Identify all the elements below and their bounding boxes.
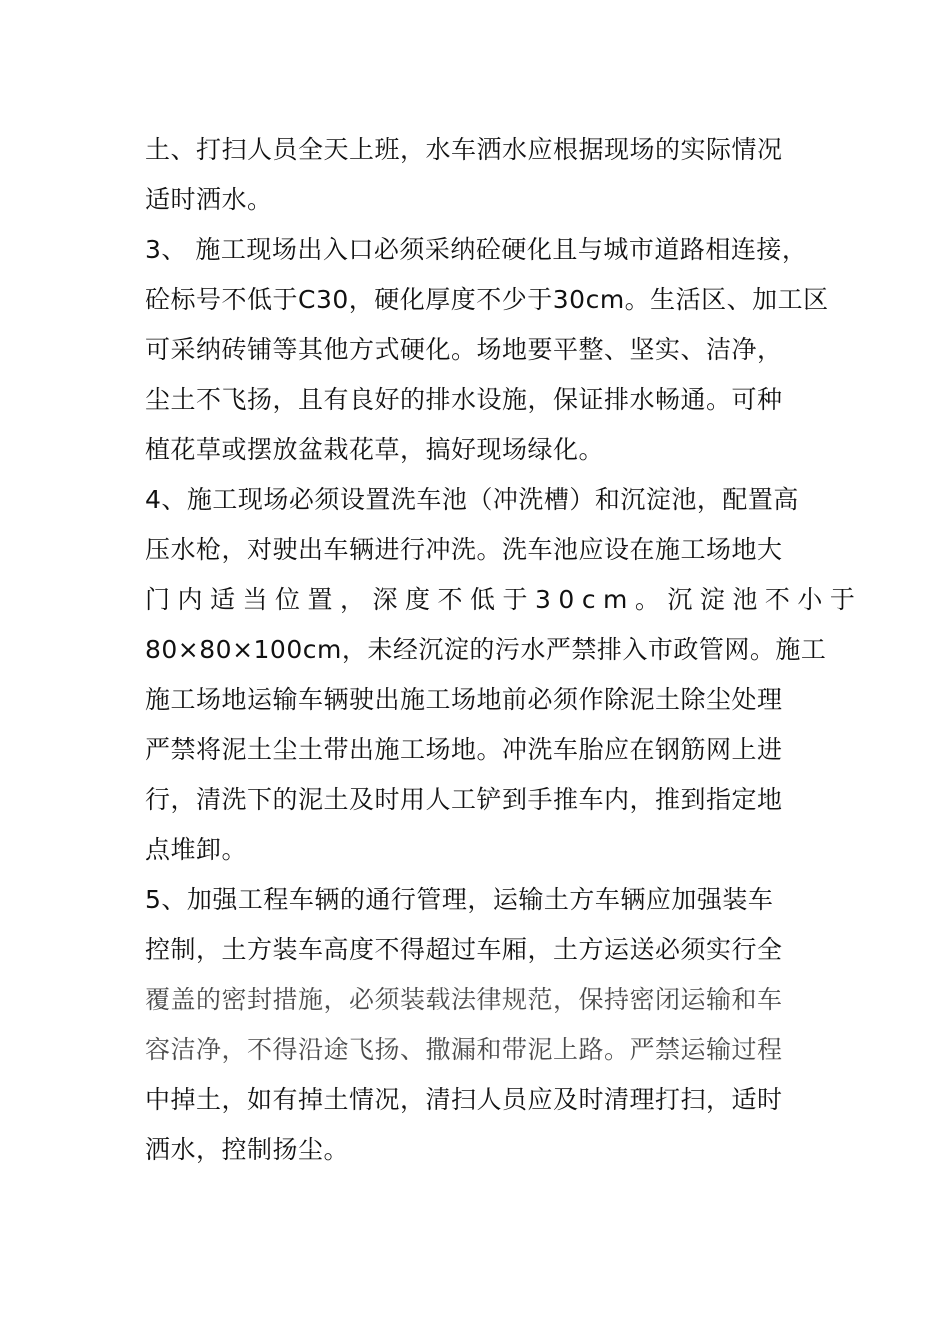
text-line: 尘土不飞扬，且有良好的排水设施，保证排水畅通。可种 [145, 385, 783, 414]
text-line: 容洁净，不得沿途飞扬、撒漏和带泥上路。严禁运输过程 [145, 1035, 783, 1064]
text-line: 植花草或摆放盆栽花草，搞好现场绿化。 [145, 435, 605, 464]
text-line: 覆盖的密封措施，必须装载法律规范，保持密闭运输和车 [145, 985, 783, 1014]
text-line: 砼标号不低于C30，硬化厚度不少于30cm。生活区、加工区 [145, 285, 829, 314]
text-line: 适时洒水。 [145, 185, 273, 214]
text-line: 施工场地运输车辆驶出施工场地前必须作除泥土除尘处理 [145, 685, 783, 714]
text-line: 80×80×100cm，未经沉淀的污水严禁排入市政管网。施工 [145, 635, 827, 664]
text-line: 严禁将泥土尘土带出施工场地。冲洗车胎应在钢筋网上进 [145, 735, 783, 764]
text-line: 5、加强工程车辆的通行管理，运输土方车辆应加强装车 [145, 885, 774, 914]
text-line: 门内适当位置，深度不低于30cm。沉淀池不小于 [145, 585, 863, 614]
text-line: 行，清洗下的泥土及时用人工铲到手推车内，推到指定地 [145, 785, 783, 814]
text-line: 洒水，控制扬尘。 [145, 1135, 350, 1164]
text-line: 3、 施工现场出入口必须采纳砼硬化且与城市道路相连接， [145, 235, 808, 264]
body-text [145, 125, 863, 1175]
text-line: 可采纳砖铺等其他方式硬化。场地要平整、坚实、洁净， [145, 335, 783, 364]
text-line: 4、施工现场必须设置洗车池（冲洗槽）和沉淀池，配置高 [145, 485, 799, 514]
text-line: 压水枪，对驶出车辆进行冲洗。洗车池应设在施工场地大 [145, 535, 783, 564]
text-line: 控制，土方装车高度不得超过车厢，土方运送必须实行全 [145, 935, 783, 964]
text-line: 中掉土，如有掉土情况，清扫人员应及时清理打扫，适时 [145, 1085, 783, 1114]
text-line: 土、打扫人员全天上班，水车洒水应根据现场的实际情况 [145, 135, 783, 164]
text-line: 点堆卸。 [145, 835, 248, 864]
